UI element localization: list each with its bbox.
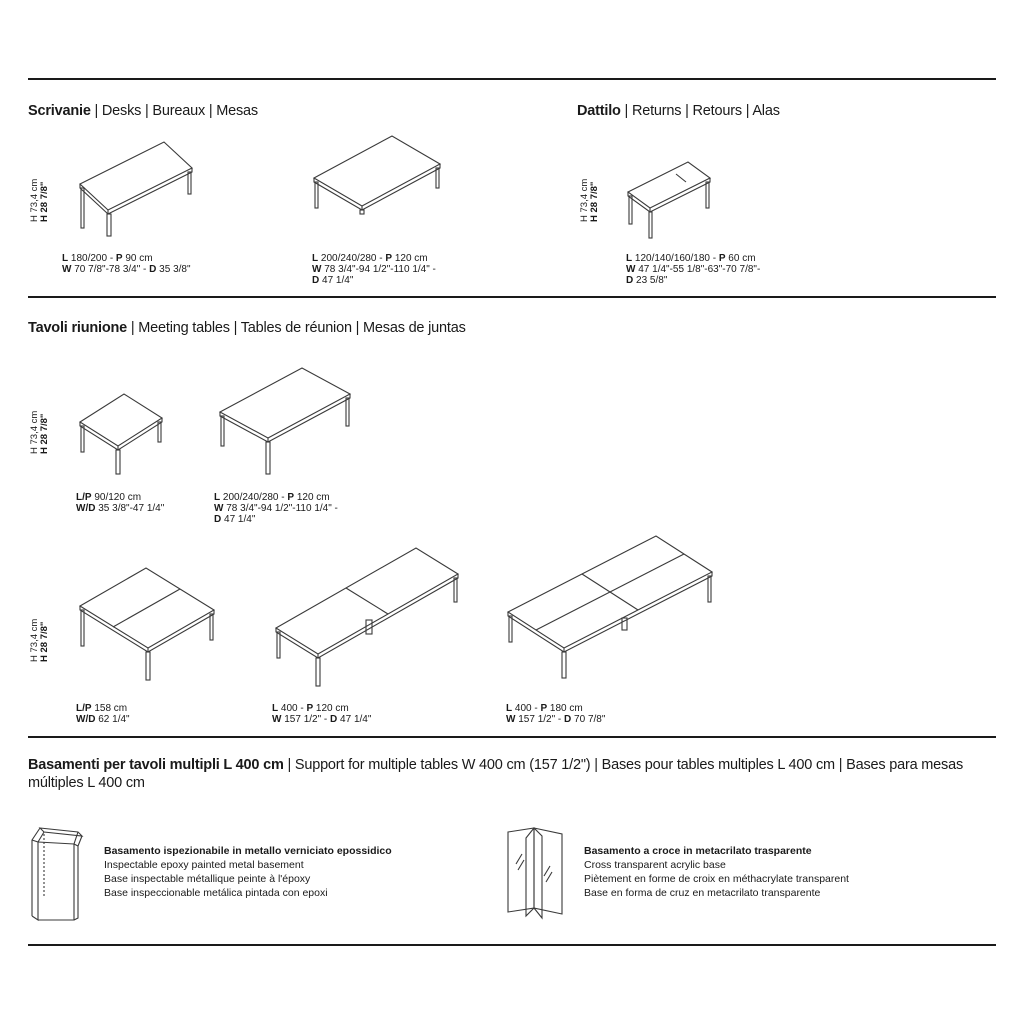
bases-heading: Basamenti per tavoli multipli L 400 cm | Support for multiple tables W 400 cm (157 1/2") | Bases pour tables multiples L 400 cm | Bases para mesas múltiples L 400 cm [28, 757, 963, 791]
meeting-400x180-seam-cross [582, 574, 638, 610]
returns-heading: Dattilo | Returns | Retours | Alas [577, 103, 780, 119]
rule-after-meeting [28, 736, 996, 738]
meeting-400x120-dims: L 400 - P 120 cm W 157 1/2" - D 47 1/4" [272, 703, 372, 725]
meeting-square-dims: L/P 90/120 cm W/D 35 3/8"-47 1/4" [76, 492, 165, 514]
desks-heading: Scrivanie | Desks | Bureaux | Mesas [28, 103, 258, 119]
meeting-400x180-drawing [506, 534, 716, 680]
return-drawing [626, 160, 712, 240]
meeting-height-label-1: H 73,4 cm H 28 7/8" [29, 410, 50, 454]
meeting-400x180-dims: L 400 - P 180 cm W 157 1/2" - D 70 7/8" [506, 703, 606, 725]
meeting-large-square-dims: L/P 158 cm W/D 62 1/4" [76, 703, 130, 725]
acrylic-cross-base-drawing [504, 824, 566, 924]
acrylic-base-text: Basamento a croce in metacrilato trasparente Cross transparent acrylic base Piètement en forme de croix en méthacrylate transparent Base en forma de cruz en metacrilato transparente [584, 845, 849, 899]
return-dims: L 120/140/160/180 - P 60 cm W 47 1/4"-55 1/8"-63"-70 7/8"- D 23 5/8" [626, 253, 761, 286]
meeting-400x120-seam [346, 588, 388, 614]
metal-base-drawing [30, 826, 86, 924]
desk-large-dims: L 200/240/280 - P 120 cm W 78 3/4"-94 1/2"-110 1/4" - D 47 1/4" [312, 253, 436, 286]
meeting-rect-dims: L 200/240/280 - P 120 cm W 78 3/4"-94 1/2"-110 1/4" - D 47 1/4" [214, 492, 338, 525]
meeting-square-drawing [78, 392, 166, 474]
meeting-large-square-seam [113, 589, 180, 627]
top-rule [28, 78, 996, 80]
meeting-rect-top [220, 368, 350, 438]
desk-small-drawing [76, 140, 196, 236]
desk-large-drawing [312, 134, 444, 214]
meeting-square-top [80, 394, 162, 446]
rule-after-desks [28, 296, 996, 298]
desk-large-top [314, 136, 440, 206]
meeting-400x120-drawing [274, 546, 462, 688]
meeting-rect-drawing [218, 366, 354, 476]
meeting-height-label-2: H 73,4 cm H 28 7/8" [29, 618, 50, 662]
bottom-rule [28, 944, 996, 946]
returns-height-label: H 73,4 cm H 28 7/8" [579, 178, 600, 222]
return-top [628, 162, 710, 208]
meeting-large-square-drawing [78, 566, 218, 682]
desk-small-dims: L 180/200 - P 90 cm W 70 7/8"-78 3/4" - D 35 3/8" [62, 253, 191, 275]
desks-height-label: H 73,4 cm H 28 7/8" [29, 178, 50, 222]
meeting-heading: Tavoli riunione | Meeting tables | Tables de réunion | Mesas de juntas [28, 320, 466, 336]
metal-base-text: Basamento ispezionabile in metallo verniciato epossidico Inspectable epoxy painted metal basement Base inspectable métallique peinte à l'époxy Base inspeccionable metálica pintada con epoxi [104, 845, 392, 899]
